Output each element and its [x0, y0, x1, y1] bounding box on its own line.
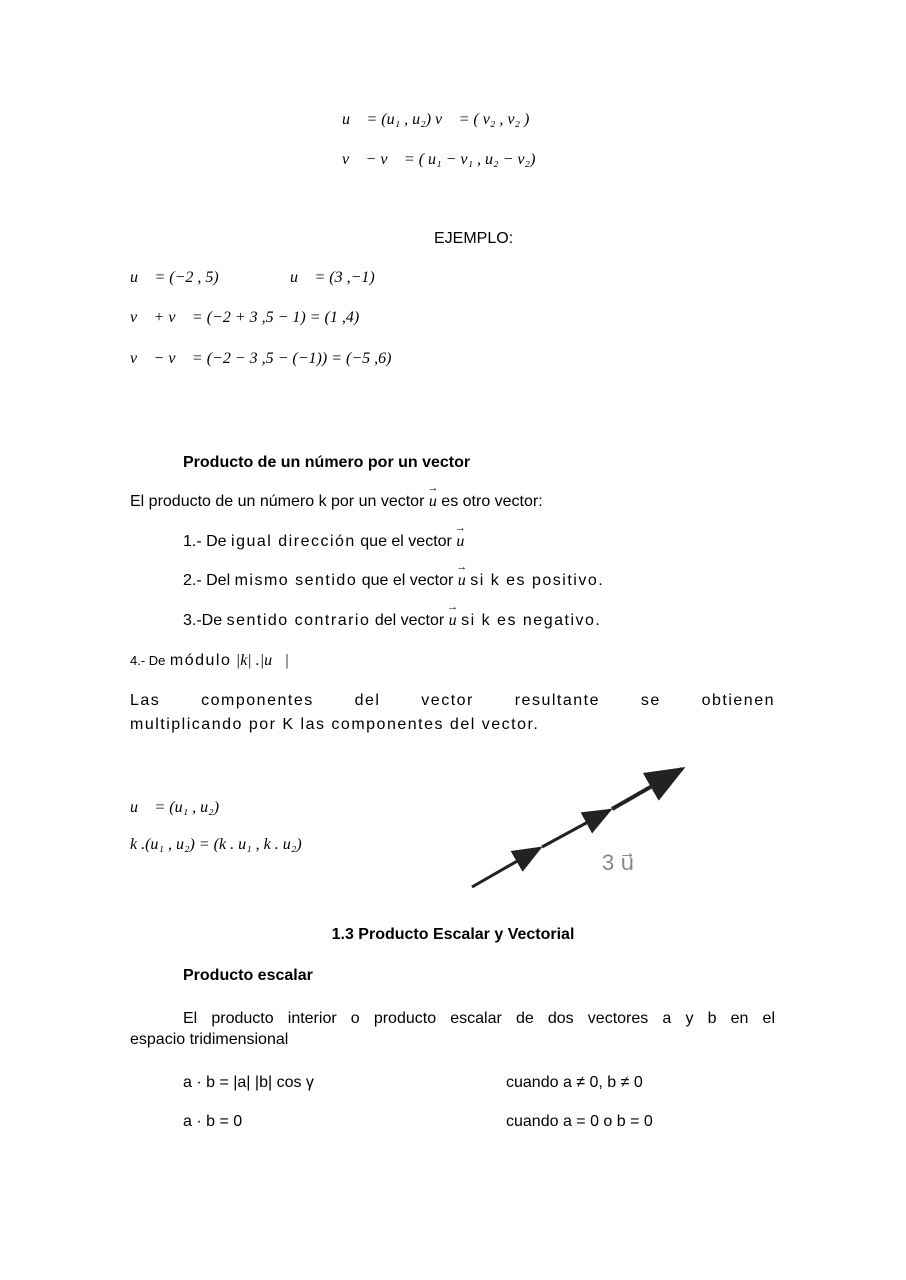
example-heading: EJEMPLO:	[434, 230, 514, 247]
product-intro	[130, 492, 543, 512]
vector-u-symbol: → u	[456, 533, 464, 550]
item3-condition: si k es negativo.	[461, 612, 602, 629]
item4-prefix: 4.- De	[130, 653, 166, 668]
vector-segment-3	[612, 769, 682, 809]
figure-label: 3 u⃗	[602, 850, 635, 875]
scalar-paragraph-line2: espacio tridimensional	[130, 1031, 289, 1048]
property-item-3	[183, 611, 601, 631]
product-intro-before: El producto de un número k por un vector	[130, 493, 425, 510]
item4-key: módulo	[169, 652, 232, 669]
scalar-product-subtitle: Producto escalar	[183, 967, 313, 984]
vector-u-symbol: → u	[458, 572, 466, 589]
property-item-4	[130, 651, 289, 671]
scalar-paragraph-line1: El producto interior o producto escalar de dos vectores a y b en el	[183, 1010, 775, 1027]
example-vector-u2: u⃗ = (3 ,−1)	[290, 269, 375, 286]
example-vector-u: u⃗ = (−2 , 5)	[130, 269, 219, 286]
item1-key: igual dirección	[231, 533, 356, 550]
item2-key: mismo sentido	[234, 572, 358, 589]
item2-middle: que el vector	[361, 572, 454, 589]
vector-u-symbol: → u	[449, 612, 457, 629]
item3-middle: del vector	[374, 612, 445, 629]
property-item-2	[183, 571, 604, 591]
product-formula-u: u⃗ = (u₁ , u₂)	[130, 799, 220, 816]
property-item-1	[183, 532, 464, 552]
item1-prefix: 1.- De	[183, 533, 227, 550]
item3-key: sentido contrario	[226, 612, 371, 629]
product-formula-k: k .(u₁ , u₂) = (k . u₁ , k . u₂)	[130, 836, 302, 853]
vector-segment-1	[472, 848, 540, 887]
scalar-condition-2: cuando a = 0 o b = 0	[506, 1113, 653, 1130]
scalar-equation-2: a · b = 0	[183, 1113, 243, 1130]
scaled-vector-figure	[462, 760, 692, 895]
example-difference: v⃗ − v⃗ = (−2 − 3 ,5 − (−1)) = (−5 ,6)	[130, 350, 392, 367]
vector-u-symbol: → u	[429, 493, 437, 510]
item1-suffix: que el vector	[360, 533, 452, 550]
vector-definition-text: u⃗ = (u₁ , u₂) v⃗ = ( v₂ , v₂ )	[342, 111, 530, 128]
product-section-title: Producto de un número por un vector	[183, 454, 471, 471]
vector-definition-formula	[342, 110, 529, 130]
example-sum: v⃗ + v⃗ = (−2 + 3 ,5 − 1) = (1 ,4)	[130, 309, 360, 326]
item2-condition: si k es positivo.	[470, 572, 605, 589]
scalar-condition-1: cuando a ≠ 0, b ≠ 0	[506, 1074, 643, 1091]
item4-formula: |k| .|u⃗|	[235, 652, 289, 669]
section-13-title: 1.3 Producto Escalar y Vectorial	[331, 926, 575, 943]
vector-difference-formula	[342, 150, 535, 170]
vector-difference-text: v⃗ − v⃗ = ( u₁ − v₁ , u₂ − v₂)	[342, 151, 536, 168]
item3-prefix: 3.-De	[183, 612, 223, 629]
components-paragraph-line1: Las componentes del vector resultante se obtienen	[130, 692, 775, 709]
components-paragraph-line2: multiplicando por K las componentes del vector.	[130, 716, 540, 733]
scalar-equation-1: a · b = |a| |b| cos γ	[183, 1074, 314, 1091]
product-intro-after: es otro vector:	[441, 493, 543, 510]
item2-prefix: 2.- Del	[183, 572, 231, 589]
vector-segment-2	[542, 810, 610, 847]
